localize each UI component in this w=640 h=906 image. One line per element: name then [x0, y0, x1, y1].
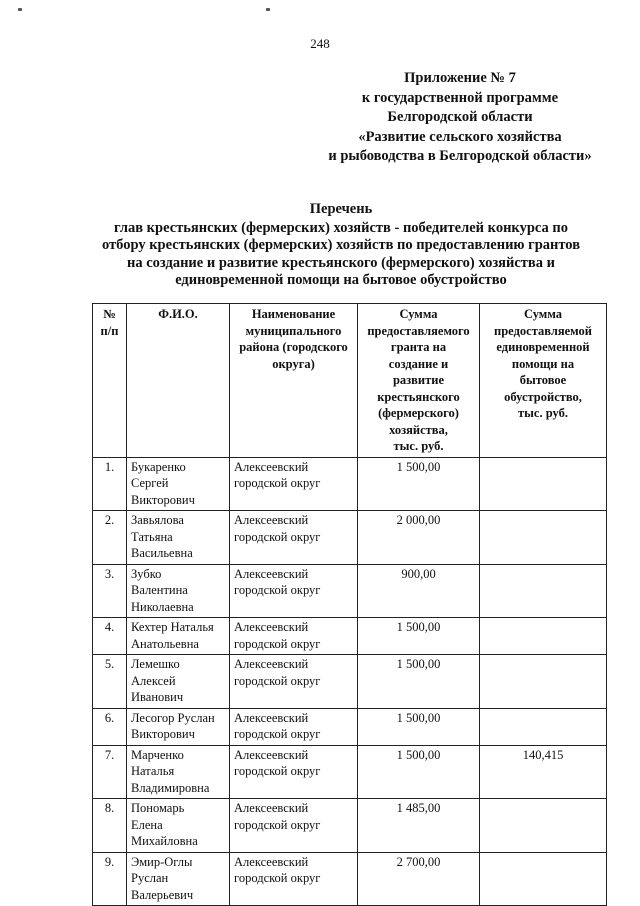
- cell-name-line: Валерьевич: [131, 887, 194, 902]
- header-line: бытовое: [519, 373, 567, 387]
- cell-grant-line: 1 500,00: [396, 657, 441, 671]
- cell-name: [127, 564, 230, 618]
- table-row: [93, 745, 607, 799]
- table-header-row: [93, 304, 607, 458]
- table-row: [93, 799, 607, 853]
- cell-name-line: Николаевна: [131, 599, 194, 614]
- table-row: [93, 457, 607, 511]
- header-line: крестьянского: [377, 389, 460, 404]
- header-line: предоставляемого: [367, 323, 470, 338]
- title-line: на создание и развитие крестьянского (фермерского) хозяйства и: [127, 254, 555, 271]
- cell-grant: [358, 655, 480, 709]
- cell-name: [127, 708, 230, 745]
- cell-num: [93, 618, 127, 655]
- cell-district: [230, 618, 358, 655]
- cell-district-line: городской округ: [234, 583, 321, 597]
- cell-name-line: Лесогор Руслан: [131, 710, 215, 725]
- cell-aid: [480, 852, 607, 906]
- cell-district-line: Алексеевский: [234, 710, 309, 725]
- cell-num-line: 9.: [104, 854, 115, 869]
- cell-district-line: Алексеевский: [234, 459, 309, 474]
- cell-num-line: 6.: [104, 710, 115, 725]
- cell-num: [93, 511, 127, 565]
- cell-num-line: 1.: [104, 459, 115, 474]
- cell-district-line: городской округ: [234, 764, 321, 778]
- header-line: района (городского: [239, 340, 348, 354]
- header-line: тыс. руб.: [393, 439, 444, 453]
- header-grant: [358, 304, 480, 458]
- cell-district-line: Алексеевский: [234, 801, 309, 815]
- header-line: тыс. руб.: [518, 406, 568, 420]
- header-line: помощи на: [511, 356, 575, 371]
- cell-aid-line: 140,415: [522, 747, 564, 762]
- header-line: округа): [272, 356, 315, 371]
- cell-grant: [358, 618, 480, 655]
- document-title: [76, 201, 606, 290]
- cell-district-line: Алексеевский: [234, 620, 309, 634]
- header-num: [93, 304, 127, 458]
- cell-grant-line: 1 500,00: [396, 620, 441, 634]
- cell-num-line: 8.: [104, 801, 115, 815]
- cell-grant: [358, 457, 480, 511]
- cell-grant: [358, 511, 480, 565]
- cell-grant-line: 2 000,00: [396, 513, 441, 527]
- cell-aid: [480, 564, 607, 618]
- table-row: [93, 852, 607, 906]
- cell-aid: [480, 457, 607, 511]
- title-line: глав крестьянских (фермерских) хозяйств - победителей конкурса по: [113, 219, 568, 236]
- cell-district: [230, 799, 358, 853]
- cell-name-line: Сергей: [131, 476, 169, 490]
- cell-aid: [480, 618, 607, 655]
- cell-num-line: 7.: [104, 747, 115, 762]
- cell-aid: [480, 799, 607, 853]
- cell-name-line: Анатольевна: [131, 636, 199, 651]
- cell-grant: [358, 745, 480, 799]
- cell-grant-line: 1 500,00: [396, 459, 441, 474]
- header-line: п/п: [100, 323, 119, 338]
- cell-name-line: Елена: [131, 817, 163, 832]
- appendix-block: [300, 69, 620, 167]
- cell-name-line: Викторович: [131, 727, 195, 741]
- cell-name-line: Владимировна: [131, 780, 210, 795]
- cell-name-line: Татьяна: [131, 529, 173, 544]
- cell-district-line: городской округ: [234, 673, 321, 688]
- header-line: хозяйства,: [389, 422, 448, 437]
- cell-district-line: городской округ: [234, 529, 321, 544]
- header-line: муниципального: [245, 323, 342, 338]
- cell-num-line: 4.: [104, 620, 115, 634]
- cell-num-line: 3.: [104, 566, 115, 581]
- header-line: (фермерского): [378, 406, 459, 420]
- table-row: [93, 511, 607, 565]
- table-row: [93, 618, 607, 655]
- cell-aid: [480, 708, 607, 745]
- cell-grant: [358, 799, 480, 853]
- cell-district-line: Алексеевский: [234, 747, 309, 762]
- cell-num: [93, 799, 127, 853]
- header-line: Наименование: [251, 307, 336, 321]
- cell-name: [127, 511, 230, 565]
- cell-name-line: Наталья: [131, 764, 175, 778]
- cell-name-line: Марченко: [131, 747, 184, 762]
- cell-district: [230, 655, 358, 709]
- title-heading: Перечень: [309, 201, 373, 217]
- cell-grant: [358, 564, 480, 618]
- page-number: 248: [310, 36, 330, 51]
- cell-num-line: 2.: [104, 513, 115, 527]
- cell-num: [93, 708, 127, 745]
- cell-name-line: Пономарь: [131, 801, 185, 815]
- cell-name-line: Завьялова: [131, 513, 184, 527]
- cell-grant-line: 900,00: [401, 566, 436, 581]
- cell-name-line: Васильевна: [131, 546, 193, 560]
- cell-district-line: городской округ: [234, 871, 321, 885]
- table-row: [93, 708, 607, 745]
- cell-district-line: Алексеевский: [234, 854, 309, 869]
- cell-aid: [480, 511, 607, 565]
- header-line: единовременной: [496, 340, 590, 354]
- cell-grant: [358, 708, 480, 745]
- cell-name: [127, 457, 230, 511]
- appendix-line: Белгородской области: [387, 109, 533, 125]
- appendix-line: Приложение № 7: [404, 70, 516, 86]
- cell-district-line: Алексеевский: [234, 513, 309, 527]
- scan-artifact: [266, 8, 270, 11]
- header-line: №: [103, 307, 116, 321]
- header-aid: [480, 304, 607, 458]
- recipients-table: [92, 303, 607, 906]
- cell-district: [230, 564, 358, 618]
- cell-name: [127, 655, 230, 709]
- cell-name-line: Кехтер Наталья: [131, 620, 214, 634]
- cell-district-line: городской округ: [234, 476, 321, 490]
- cell-district: [230, 457, 358, 511]
- cell-district: [230, 852, 358, 906]
- header-line: создание и: [388, 356, 449, 371]
- table-body: [93, 457, 607, 906]
- cell-district-line: городской округ: [234, 636, 321, 651]
- cell-name-line: Михайловна: [131, 834, 198, 848]
- title-line: единовременной помощи на бытовое обустройство: [175, 272, 507, 288]
- cell-grant-line: 1 500,00: [396, 710, 441, 725]
- cell-district: [230, 511, 358, 565]
- cell-num: [93, 564, 127, 618]
- header-line: предоставляемой: [494, 323, 592, 338]
- cell-name: [127, 799, 230, 853]
- header-line: обустройство,: [504, 389, 582, 404]
- cell-name: [127, 852, 230, 906]
- cell-name-line: Букаренко: [131, 459, 186, 474]
- cell-name-line: Эмир-Оглы: [131, 854, 193, 869]
- cell-grant: [358, 852, 480, 906]
- header-line: гранта на: [390, 340, 447, 354]
- cell-district-line: городской округ: [234, 727, 321, 741]
- title-line: отбору крестьянских (фермерских) хозяйств по предоставлению грантов: [101, 237, 581, 253]
- cell-name-line: Зубко: [131, 566, 162, 581]
- header-line: Сумма: [399, 307, 438, 321]
- cell-name-line: Лемешко: [131, 657, 180, 671]
- appendix-line: к государственной программе: [361, 89, 559, 106]
- cell-aid: [480, 655, 607, 709]
- cell-name: [127, 618, 230, 655]
- scan-artifact: [18, 8, 22, 11]
- header-line: развитие: [392, 373, 445, 387]
- cell-grant-line: 1 500,00: [396, 747, 441, 762]
- cell-aid: [480, 745, 607, 799]
- appendix-line: и рыбоводства в Белгородской области»: [328, 148, 592, 164]
- cell-name-line: Алексей: [131, 673, 176, 688]
- cell-num: [93, 745, 127, 799]
- table-row: [93, 564, 607, 618]
- cell-num-line: 5.: [104, 657, 115, 671]
- cell-district-line: Алексеевский: [234, 566, 309, 581]
- table-row: [93, 655, 607, 709]
- cell-name-line: Валентина: [131, 583, 188, 597]
- cell-district: [230, 708, 358, 745]
- cell-name: [127, 745, 230, 799]
- header-line: Ф.И.О.: [158, 307, 198, 321]
- cell-district-line: Алексеевский: [234, 657, 309, 671]
- cell-district: [230, 745, 358, 799]
- cell-name-line: Руслан: [131, 871, 169, 885]
- cell-grant-line: 1 485,00: [396, 801, 441, 815]
- appendix-line: «Развитие сельского хозяйства: [358, 128, 562, 145]
- cell-num: [93, 852, 127, 906]
- cell-num: [93, 457, 127, 511]
- header-name: [127, 304, 230, 458]
- cell-name-line: Иванович: [131, 690, 184, 704]
- cell-num: [93, 655, 127, 709]
- cell-name-line: Викторович: [131, 492, 195, 507]
- cell-grant-line: 2 700,00: [396, 854, 441, 869]
- cell-district-line: городской округ: [234, 817, 321, 832]
- header-district: [230, 304, 358, 458]
- header-line: Сумма: [524, 307, 562, 321]
